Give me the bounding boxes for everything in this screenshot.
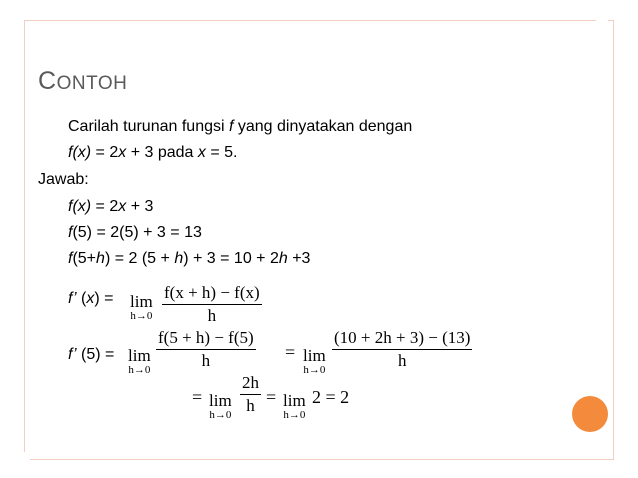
step-1 [68, 198, 153, 216]
lim-sub: h→0 [303, 364, 326, 376]
derivative-x-label [68, 290, 114, 308]
derivative-5-label [68, 346, 114, 364]
limit-2 [128, 347, 151, 376]
lim-sub: h→0 [283, 409, 306, 421]
limit-4 [209, 392, 232, 421]
title-rest: ONTOH [56, 73, 128, 94]
lim-sub: h→0 [209, 409, 232, 421]
f1-den: h [207, 306, 217, 325]
lim-sub: h→0 [128, 364, 151, 376]
limit-1 [130, 293, 153, 322]
task-line-1 [68, 118, 412, 136]
f2-num: f(5 + h) − f(5) [158, 328, 254, 347]
f2-den: h [201, 351, 211, 370]
t2x2: x [197, 144, 206, 161]
step-2 [68, 224, 202, 242]
step-3 [68, 250, 310, 268]
lim-word: lim [130, 292, 153, 311]
frame-gap-top [596, 14, 608, 26]
task-line-2 [68, 144, 237, 162]
s3h: h [96, 250, 105, 267]
f4-den: h [246, 396, 255, 415]
task-text: Carilah turunan fungsi [68, 118, 229, 135]
d1b: ) = [94, 290, 114, 307]
s3b: ) = 2 (5 + [104, 250, 175, 267]
answer-label: Jawab: [38, 171, 89, 188]
task-f: f [228, 118, 234, 135]
f4-num: 2h [242, 373, 259, 392]
title-initial: C [38, 67, 57, 95]
t2x: x [118, 144, 127, 161]
s3h2: h [174, 250, 184, 267]
slide-title [38, 67, 127, 96]
task-text-2: yang dinyatakan dengan [233, 118, 413, 135]
t2a: = 2 [91, 144, 119, 161]
lim-sub: h→0 [130, 310, 153, 322]
t2c: = 5. [205, 144, 238, 161]
fraction-3 [332, 328, 472, 371]
s1a: = 2 [91, 198, 119, 215]
lim-word: lim [283, 391, 306, 410]
s2f: f [68, 224, 73, 241]
fraction-4 [240, 373, 261, 416]
s3c: ) + 3 = 10 + 2 [183, 250, 279, 267]
d2a: (5) = [76, 346, 115, 363]
f1-num: f(x + h) − f(x) [164, 283, 260, 302]
s1b: + 3 [126, 198, 154, 215]
lim-word: lim [303, 346, 326, 365]
task-fx: f(x) [68, 144, 92, 161]
fraction-2 [156, 328, 256, 371]
s1-fx: f(x) [68, 198, 92, 215]
lim-word: lim [128, 346, 151, 365]
limit-5 [283, 392, 306, 421]
s3h3: h [278, 250, 288, 267]
s3f: f [68, 250, 73, 267]
decorative-orange-circle [572, 396, 608, 432]
fraction-1 [162, 283, 262, 326]
frame-gap-bottom [18, 452, 30, 464]
equals-3: = [266, 387, 277, 407]
s2a: (5) = 2(5) + 3 = 13 [72, 224, 202, 241]
final-result: 2 = 2 [312, 387, 350, 407]
f3-num: (10 + 2h + 3) − (13) [334, 328, 471, 347]
limit-3 [303, 347, 326, 376]
d1a: ( [76, 290, 87, 307]
s3a: (5+ [72, 250, 97, 267]
f3-den: h [397, 351, 407, 370]
s1x: x [118, 198, 127, 215]
equals-2: = [192, 387, 203, 407]
s3d: +3 [287, 250, 311, 267]
d2f: f’ [68, 346, 77, 363]
lim-word: lim [209, 391, 232, 410]
t2b: + 3 pada [126, 144, 198, 161]
d1x: x [86, 290, 95, 307]
d1f: f’ [68, 290, 77, 307]
equals-1: = [285, 342, 296, 362]
